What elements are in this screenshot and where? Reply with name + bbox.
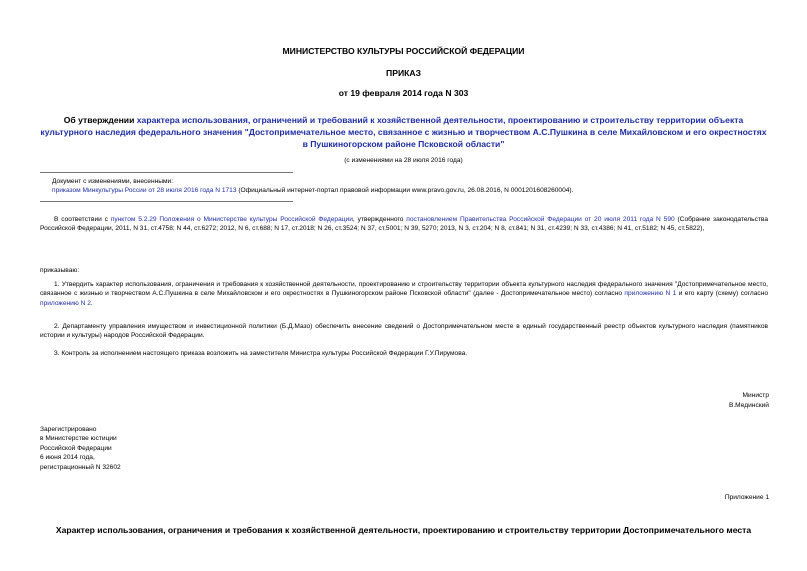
preamble-link-1[interactable]: пунктом 5.2.29 Положения о Министерстве культуры Российской Федерации — [110, 216, 353, 223]
registration-line-5: регистрационный N 32602 — [40, 463, 121, 471]
appendix-2-link[interactable]: приложению N 2 — [40, 299, 91, 307]
preamble-text-1: В соответствии с — [54, 216, 111, 223]
preamble-text-3: (Собрание законодательства Российской Федерации, 2011, N 31, ст.4758; N 44, ст.6272; 2012, N 6, ст.688; N 17, ст.2018; N 26, ст.3524; N 37, ст.5001; N 39, 5270; 2013, N 3, ст.204; N 8, ст.841; N 31, ст.4239; N 33, ст.4386; N 41, ст.5182; N 45, ст.5822), — [40, 216, 768, 233]
item-1-text: 1. Утвердить характер использования, ограничения и требования к хозяйственной деятельности, проектированию и строительству территории объекта культурного наследия федерального значения "Достопримечательное место, связанное с жизнью и творчеством А.С.Пушкина в селе Михайловском и его окрестностях в Пушкиногорском районе Псковской области" (далее - Достопримечательное место) согласно — [40, 281, 768, 298]
title-link[interactable]: характера использования, ограничений и требований к хозяйственной деятельности, проектированию и строительству территории объекта культурного наследия федерального значения "Достопримечательное место, связанное с жизнью и творчеством А.С.Пушкина в селе Михайловском и его окрестностях в Пушкиногорском районе Псковской области" — [40, 115, 767, 149]
item-2: 2. Департаменту управления имуществом и инвестиционной политики (Б.Д.Мазо) обеспечить внесение сведений о Достопримечательном месте в единый государственный реестр объектов культурного наследия (памятников истории и культуры) народов Российской Федерации. — [40, 323, 768, 340]
order-word: приказываю: — [40, 267, 80, 274]
changes-link[interactable]: приказом Минкультуры России от 28 июля 2016 года N 1713 — [52, 187, 237, 194]
document-title — [40, 114, 767, 150]
item-1 — [40, 280, 768, 308]
signer-name: В.Мединский — [728, 402, 769, 409]
title-prefix: Об утверждении — [63, 115, 137, 125]
date-number-heading: от 19 февраля 2014 года N 303 — [338, 88, 469, 98]
registration-block — [40, 425, 121, 472]
preamble-paragraph — [40, 215, 768, 234]
changes-line — [52, 186, 772, 195]
appendix-title: Характер использования, ограничения и требования к хозяйственной деятельности, проектированию и строительству территории Достопримечательного места — [55, 525, 752, 535]
registration-line-4: 6 июня 2014 года, — [40, 454, 95, 462]
registration-line-3: Российской Федерации — [40, 444, 112, 452]
item-1-mid: и его карту (схему) согласно — [676, 290, 768, 298]
divider-top — [40, 172, 293, 173]
preamble-text-2: , утвержденного — [352, 216, 407, 223]
item-1-end: . — [90, 299, 93, 307]
ministry-heading: МИНИСТЕРСТВО КУЛЬТУРЫ РОССИЙСКОЙ ФЕДЕРАЦИИ — [282, 46, 525, 56]
doc-type-heading: ПРИКАЗ — [386, 68, 421, 78]
registration-line-1: Зарегистрировано — [40, 426, 97, 433]
signer-position: Министр — [742, 392, 769, 399]
amended-note: (с изменениями на 28 июля 2016 года) — [344, 157, 463, 164]
preamble-link-2[interactable]: постановлением Правительства Российской Федерации от 20 июля 2011 года N 590 — [406, 216, 675, 223]
registration-line-2: в Министерстве юстиции — [40, 435, 117, 443]
divider-bottom — [40, 201, 293, 202]
changes-label: Документ с изменениями, внесенными: — [52, 178, 174, 185]
item-3: 3. Контроль за исполнением настоящего приказа возложить на заместителя Министра культуры Российской Федерации Г.У.Пирумова. — [54, 350, 468, 357]
changes-rest: (Официальный интернет-портал правовой информации www.pravo.gov.ru, 26.08.2016, N 0001201608260004). — [236, 187, 574, 194]
appendix-1-link[interactable]: приложению N 1 — [624, 290, 677, 298]
appendix-label: Приложение 1 — [724, 494, 769, 501]
